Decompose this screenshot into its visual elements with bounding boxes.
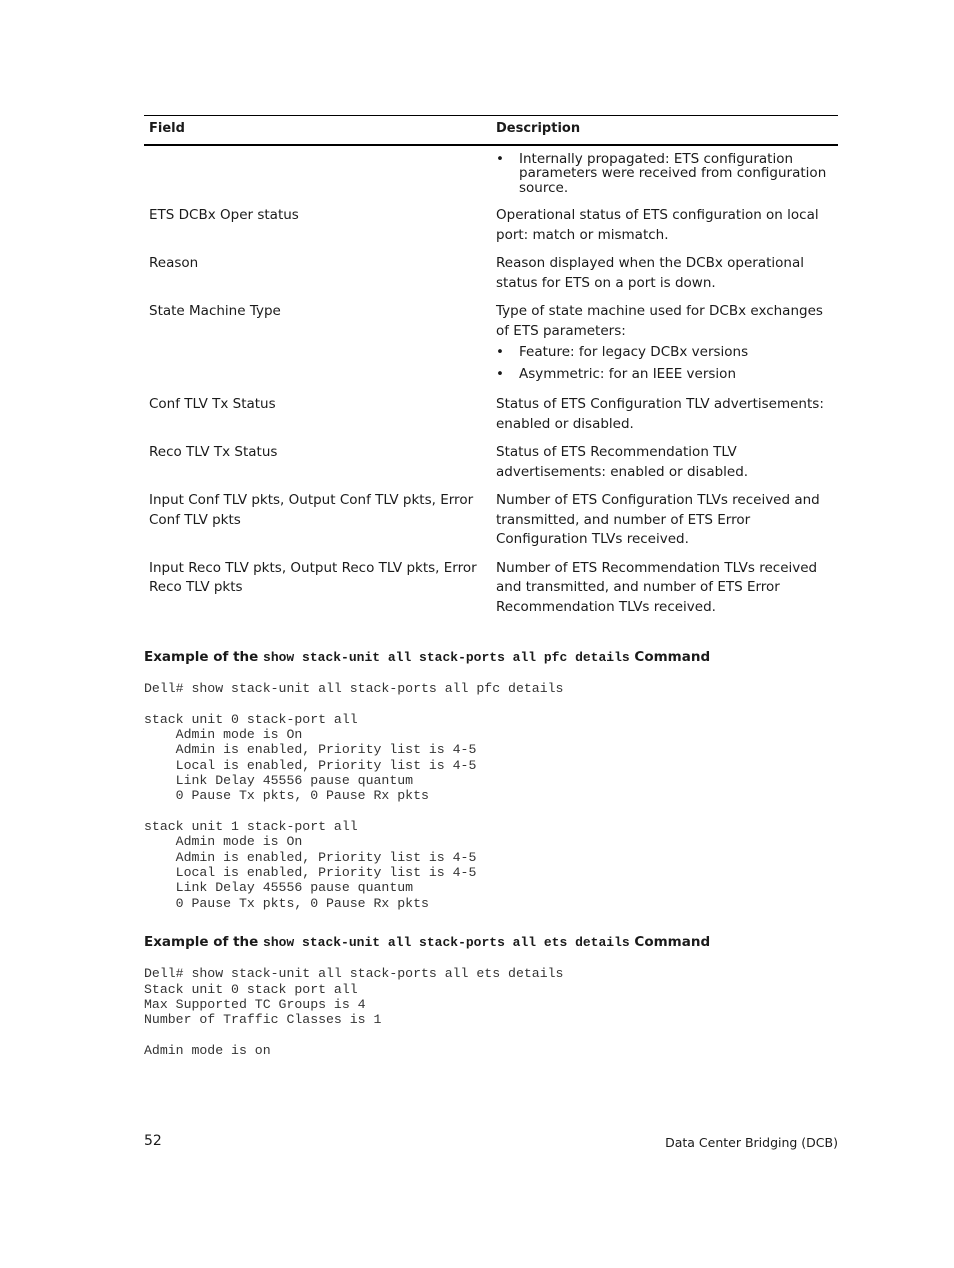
command-name: show stack-unit all stack-ports all pfc details — [263, 650, 630, 665]
page-footer — [144, 1133, 838, 1153]
field-cell — [144, 145, 491, 207]
description-cell: Reason displayed when the DCBx operational status for ETS on a port is down. — [496, 255, 804, 291]
description-cell: Status of ETS Recommendation TLV advertisements: enabled or disabled. — [496, 444, 749, 480]
description-cell: Status of ETS Configuration TLV advertisements: enabled or disabled. — [496, 396, 824, 432]
table-row — [144, 491, 838, 559]
description-cell — [491, 302, 838, 395]
page-content — [144, 115, 838, 1058]
table-row — [144, 254, 838, 302]
table-row — [144, 443, 838, 491]
table-header-row — [144, 116, 838, 145]
field-cell: State Machine Type — [149, 303, 281, 319]
bullet-list — [496, 343, 833, 384]
field-cell: Input Reco TLV pkts, Output Reco TLV pkts, Error Reco TLV pkts — [149, 559, 477, 595]
bullet-list — [496, 152, 833, 196]
example-heading-ets: Example of the show stack-unit all stack-ports all ets details Command — [144, 934, 711, 951]
field-cell: Reco TLV Tx Status — [149, 444, 278, 460]
field-cell: Conf TLV Tx Status — [149, 396, 276, 412]
field-description-table — [144, 115, 838, 626]
list-item: • Asymmetric: for an IEEE version — [496, 365, 833, 385]
list-item: • Internally propagated: ETS configuration parameters were received from configuration source. — [496, 152, 833, 196]
page-number: 52 — [144, 1133, 162, 1149]
description-cell: Number of ETS Recommendation TLVs received and transmitted, and number of ETS Error Recommendation TLVs received. — [496, 559, 818, 615]
list-item: • Feature: for legacy DCBx versions — [496, 343, 833, 363]
command-name: show stack-unit all stack-ports all ets details — [263, 935, 630, 951]
example-heading-pfc: Example of the show stack-unit all stack-ports all pfc details Command — [144, 649, 711, 665]
table-row — [144, 206, 838, 254]
table-row — [144, 145, 838, 207]
table-row — [144, 395, 838, 443]
field-cell: Reason — [149, 255, 199, 271]
field-cell: ETS DCBx Oper status — [149, 207, 299, 223]
header-field: Field — [144, 116, 491, 145]
description-cell: Number of ETS Configuration TLVs received and transmitted, and number of ETS Error Configuration TLVs received. — [496, 492, 820, 547]
table-row — [144, 302, 838, 395]
code-block-pfc: Dell# show stack-unit all stack-ports all pfc details stack unit 0 stack-port all Admin mode is On Admin is enabled, Priority list is 4-5 Local is enabled, Priority list is 4-5 Link Delay 45556 pause quantum 0 Pause Tx pkts, 0 Pause Rx pkts stack unit 1 stack-port all Admin mode is On Admin is enabled, Priority list is 4-5 Local is enabled, Priority list is 4-5 Link Delay 45556 pause quantum 0 Pause Tx pkts, 0 Pause Rx pkts — [144, 681, 564, 911]
description-cell — [491, 145, 838, 207]
footer-title: Data Center Bridging (DCB) — [665, 1135, 838, 1150]
header-description: Description — [491, 116, 838, 145]
description-cell: Operational status of ETS configuration on local port: match or mismatch. — [496, 207, 819, 243]
table-row — [144, 559, 838, 627]
description-text: Type of state machine used for DCBx exchanges of ETS parameters: — [496, 303, 823, 339]
field-cell: Input Conf TLV pkts, Output Conf TLV pkts, Error Conf TLV pkts — [149, 492, 474, 528]
code-block-ets: Dell# show stack-unit all stack-ports all ets details Stack unit 0 stack port all Max Supported TC Groups is 4 Number of Traffic Classes is 1 Admin mode is on — [144, 966, 564, 1058]
